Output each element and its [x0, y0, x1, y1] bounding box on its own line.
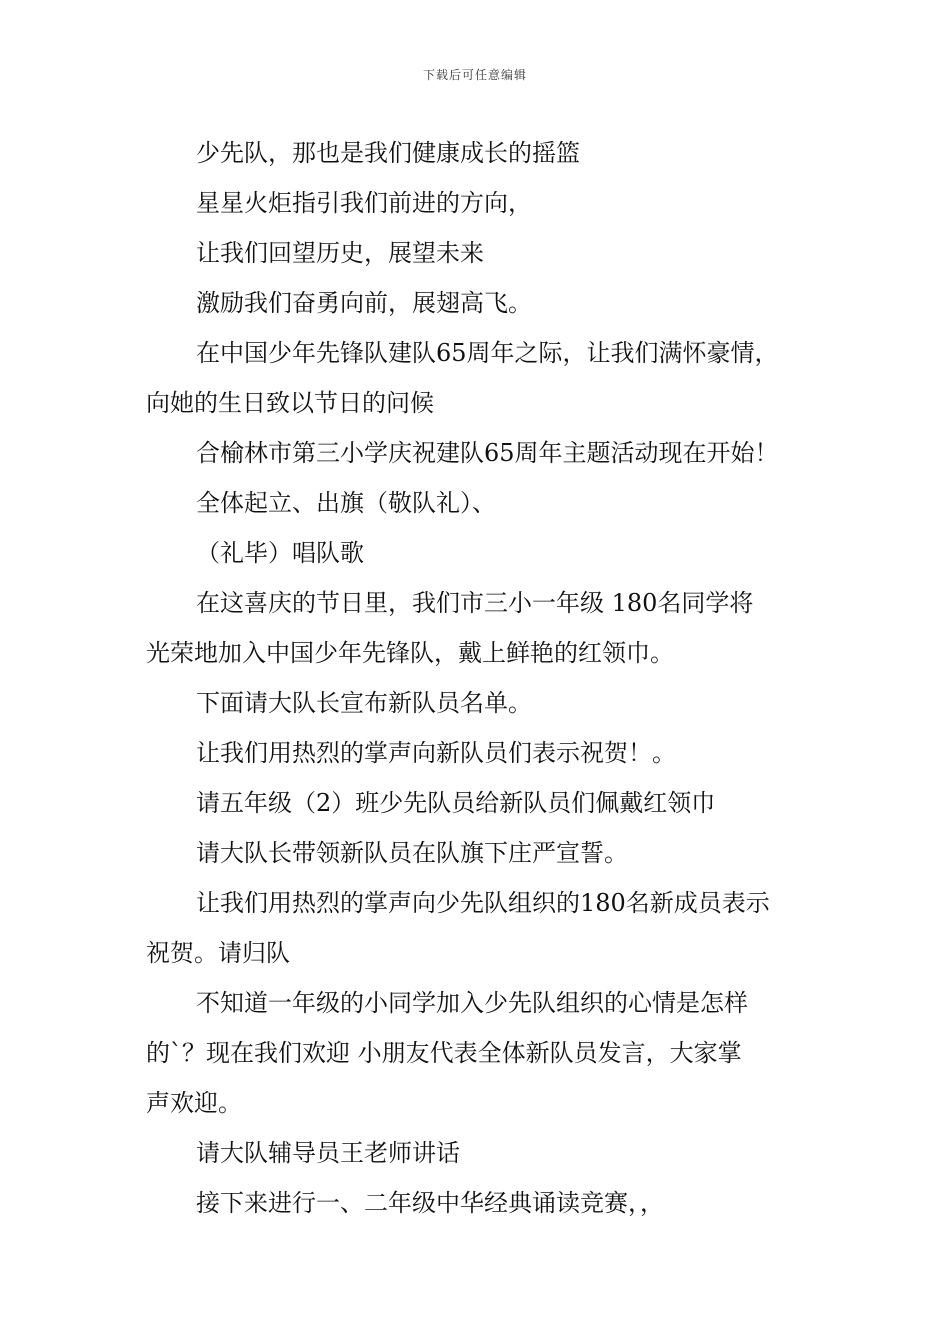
text-line: 请大队辅导员王老师讲话 [196, 1139, 460, 1167]
page-header-note: 下载后可任意编辑 [422, 68, 527, 82]
text-line: 激励我们奋勇向前，展翅高飞。 [196, 289, 532, 317]
text-line: 向她的生日致以节日的问候 [146, 389, 434, 417]
text-line: 光荣地加入中国少年先锋队，戴上鲜艳的红领巾。 [146, 639, 674, 667]
text-line: 在这喜庆的节日里，我们市三小一年级 180名同学将 [196, 589, 754, 617]
text-line: 声欢迎。 [146, 1089, 242, 1117]
text-line: 请大队长带领新队员在队旗下庄严宣誓。 [196, 839, 628, 867]
text-line: 让我们用热烈的掌声向少先队组织的180名新成员表示 [196, 889, 770, 917]
text-line: 接下来进行一、二年级中华经典诵读竞赛，， [196, 1189, 664, 1217]
text-line: 的`？现在我们欢迎 小朋友代表全体新队员发言，大家掌 [146, 1039, 742, 1067]
text-line: 在中国少年先锋队建队65周年之际，让我们满怀豪情， [196, 339, 779, 367]
text-line: （礼毕）唱队歌 [196, 539, 364, 567]
text-line: 让我们用热烈的掌声向新队员们表示祝贺！。 [196, 739, 676, 767]
text-line: 全体起立、出旗（敬队礼）、 [196, 489, 496, 517]
text-line: 祝贺。请归队 [146, 939, 290, 967]
text-line: 合榆林市第三小学庆祝建队65周年主题活动现在开始！ [196, 439, 779, 467]
text-line: 下面请大队长宣布新队员名单。 [196, 689, 532, 717]
text-line: 星星火炬指引我们前进的方向， [196, 189, 532, 217]
text-line: 不知道一年级的小同学加入少先队组织的心情是怎样 [196, 989, 748, 1017]
text-line: 少先队，那也是我们健康成长的摇篮 [196, 139, 580, 167]
text-line: 请五年级（2）班少先队员给新队员们佩戴红领巾 [196, 789, 716, 817]
document-body [146, 128, 826, 1228]
text-line: 让我们回望历史，展望未来 [196, 239, 484, 267]
